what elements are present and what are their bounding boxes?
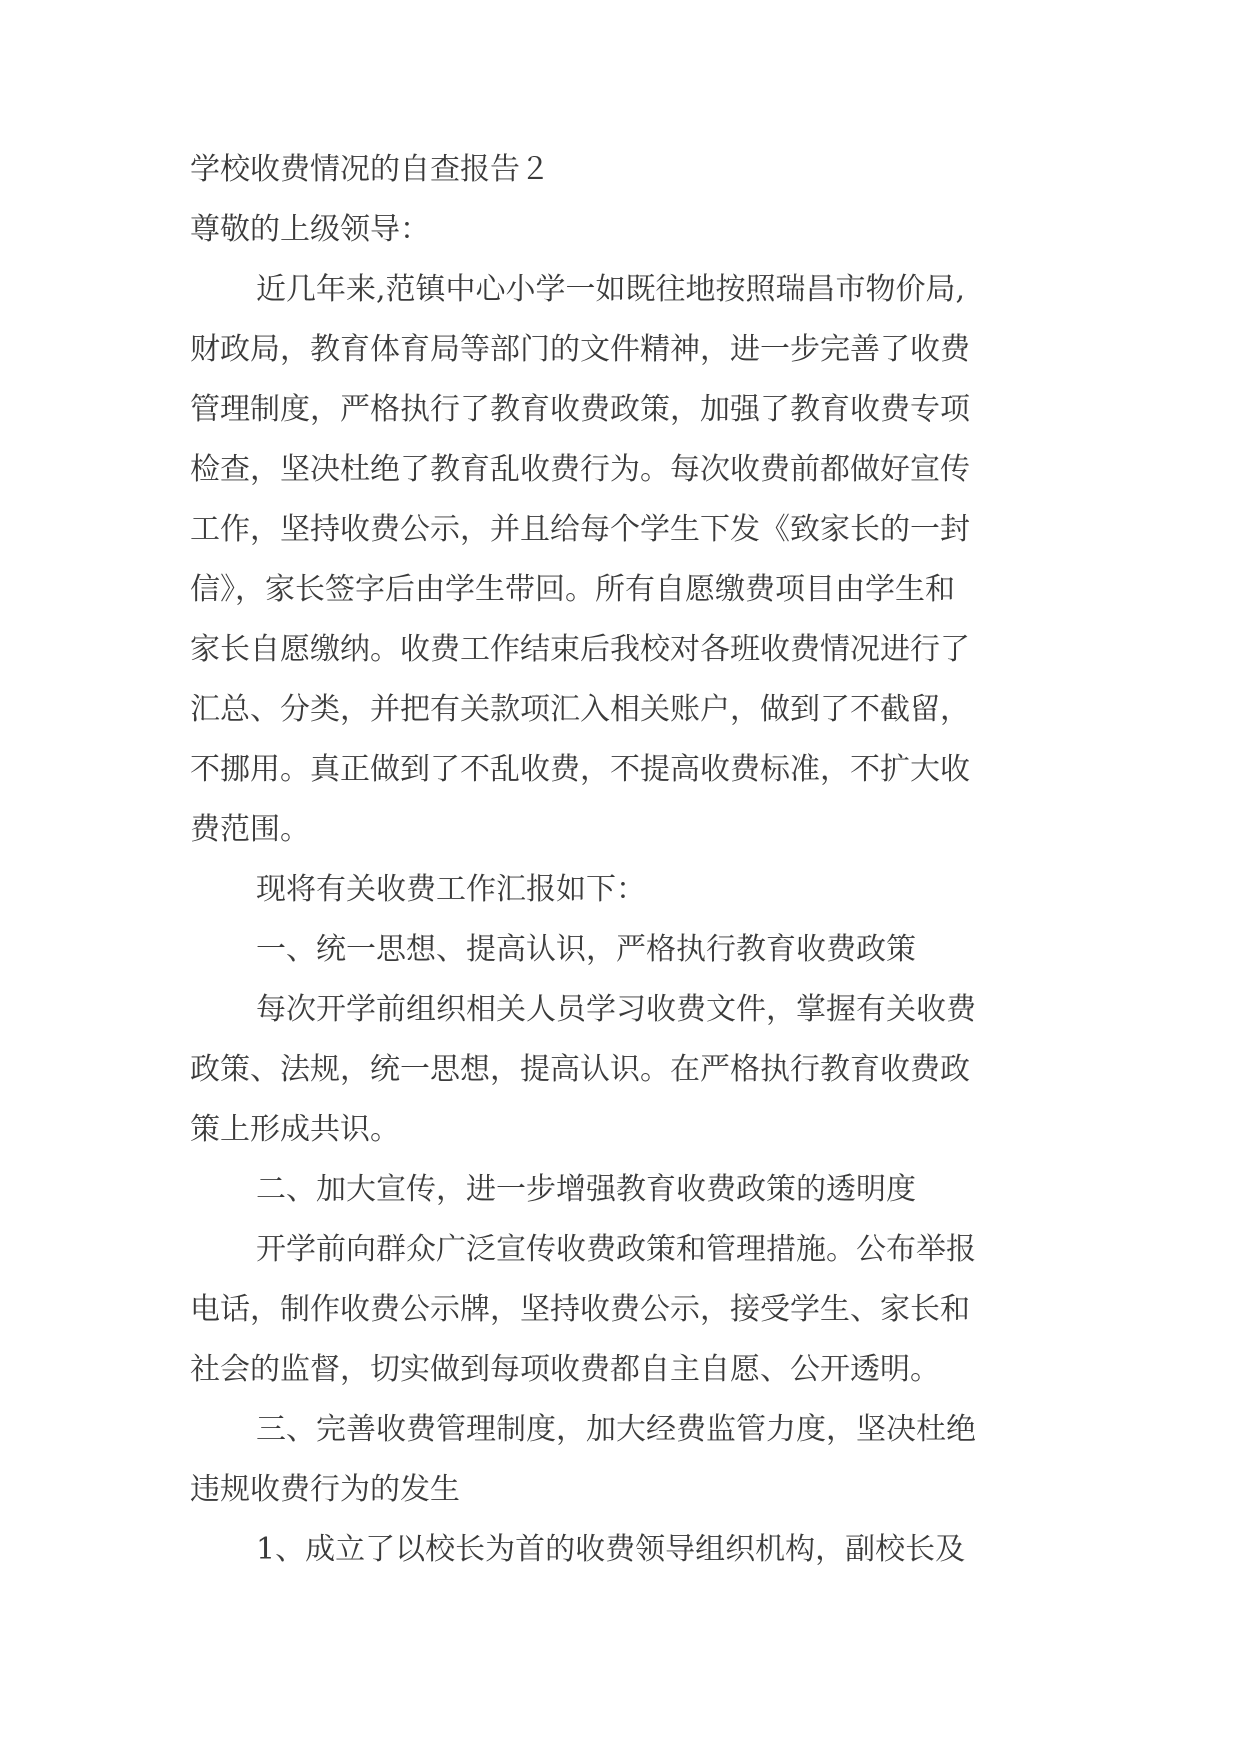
paragraph-line: 三、完善收费管理制度，加大经费监管力度，坚决杜绝 [256, 1412, 976, 1447]
paragraph [190, 1400, 1070, 1520]
paragraph-line: 管理制度，严格执行了教育收费政策，加强了教育收费专项 [190, 392, 970, 427]
paragraph-line: 策上形成共识。 [190, 1112, 400, 1147]
paragraph-line: 信》，家长签字后由学生带回。所有自愿缴费项目由学生和 [190, 572, 955, 607]
paragraph-line: 近几年来,范镇中心小学一如既往地按照瑞昌市物价局, [256, 272, 966, 307]
document-page [190, 140, 1070, 1580]
paragraph [190, 260, 1070, 860]
paragraph [190, 1220, 1070, 1400]
paragraph-line: 开学前向群众广泛宣传收费政策和管理措施。公布举报 [256, 1232, 976, 1267]
paragraph-line: 电话，制作收费公示牌，坚持收费公示，接受学生、家长和 [190, 1292, 970, 1327]
paragraph-line: 政策、法规，统一思想，提高认识。在严格执行教育收费政 [190, 1052, 970, 1087]
paragraph-line: 财政局，教育体育局等部门的文件精神，进一步完善了收费 [190, 332, 970, 367]
paragraph [190, 980, 1070, 1160]
paragraph [190, 1160, 1070, 1220]
paragraph-line: 检查，坚决杜绝了教育乱收费行为。每次收费前都做好宣传 [190, 452, 970, 487]
document-body [190, 260, 1070, 1580]
paragraph [190, 920, 1070, 980]
paragraph-line: 汇总、分类，并把有关款项汇入相关账户，做到了不截留， [190, 692, 970, 727]
paragraph-line: 工作，坚持收费公示，并且给每个学生下发《致家长的一封 [190, 512, 970, 547]
paragraph-line: 费范围。 [190, 812, 310, 847]
paragraph-line: 二、加大宣传，进一步增强教育收费政策的透明度 [256, 1172, 916, 1207]
paragraph-line: 家长自愿缴纳。收费工作结束后我校对各班收费情况进行了 [190, 632, 970, 667]
paragraph [190, 860, 1070, 920]
paragraph-line: 社会的监督，切实做到每项收费都自主自愿、公开透明。 [190, 1352, 940, 1387]
paragraph-line: 违规收费行为的发生 [190, 1472, 460, 1507]
paragraph-line: 现将有关收费工作汇报如下： [256, 872, 646, 907]
paragraph [190, 1520, 1070, 1580]
document-title: 学校收费情况的自查报告２ [190, 152, 550, 187]
paragraph-line: 1、成立了以校长为首的收费领导组织机构，副校长及 [256, 1532, 966, 1567]
paragraph-line: 不挪用。真正做到了不乱收费，不提高收费标准，不扩大收 [190, 752, 970, 787]
salutation: 尊敬的上级领导： [190, 212, 430, 247]
paragraph-line: 每次开学前组织相关人员学习收费文件，掌握有关收费 [256, 992, 976, 1027]
paragraph-line: 一、统一思想、提高认识，严格执行教育收费政策 [256, 932, 916, 967]
